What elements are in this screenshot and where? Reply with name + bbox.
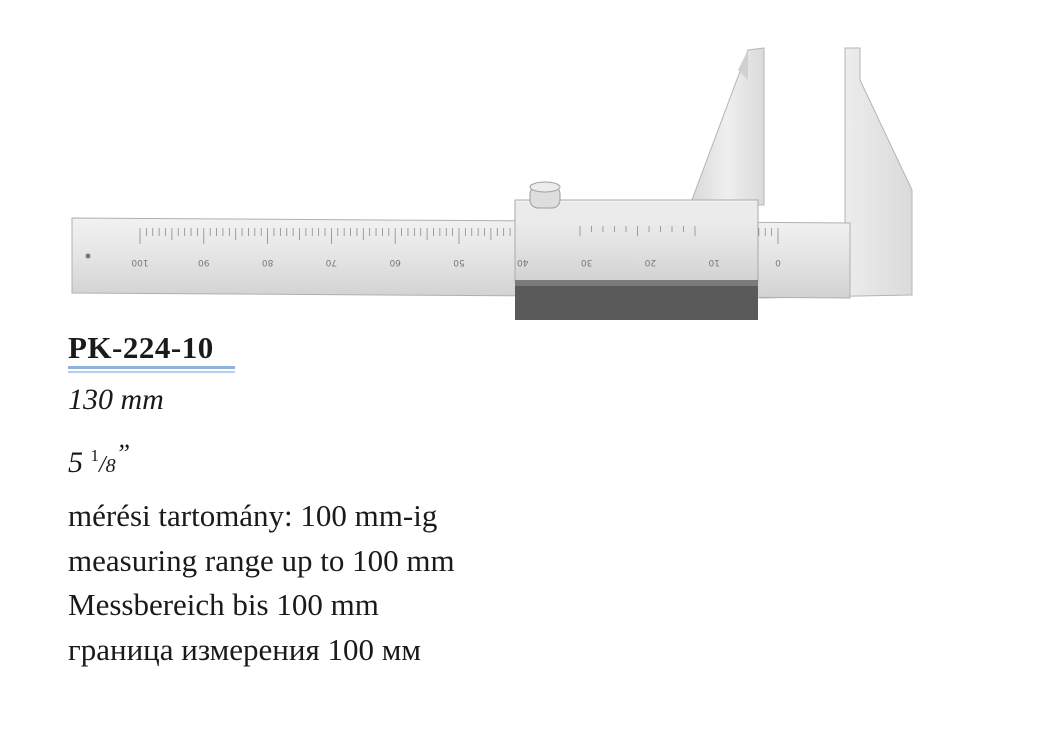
vernier-caliper-icon [60, 40, 930, 330]
length-mm: 130 mm [68, 383, 164, 416]
length-inch-unit: ” [115, 439, 131, 468]
length-inch [68, 434, 130, 486]
description-list [68, 494, 455, 672]
scale-label: 90 [198, 257, 210, 267]
scale-label: 10 [708, 257, 720, 267]
length-inch-whole: 5 [68, 446, 91, 479]
scale-label: 20 [644, 257, 657, 267]
description-de: Messbereich bis 100 mm [68, 587, 379, 622]
scale-label: 50 [453, 257, 465, 267]
length-inch-slash: / [99, 452, 106, 478]
sku-block [68, 328, 235, 374]
sku-underline [68, 366, 235, 374]
scale-label: 80 [261, 257, 274, 267]
description-ru: граница измерения 100 мм [68, 631, 421, 667]
scale-label: 60 [389, 257, 401, 267]
length-inch-numerator: 1 [90, 446, 99, 465]
scale-label: 40 [517, 257, 529, 267]
product-sku: PK-224-10 [68, 330, 214, 365]
scale-label: 70 [325, 257, 338, 267]
description-hu: mérési tartomány: 100 mm-ig [68, 498, 438, 533]
scale-label: 100 [131, 257, 149, 267]
length-inch-denominator: 8 [105, 455, 116, 477]
description-en: measuring range up to 100 mm [68, 542, 455, 578]
scale-label: 30 [580, 257, 593, 267]
movable-jaw [690, 48, 764, 205]
scale-label: 0 [775, 257, 781, 267]
